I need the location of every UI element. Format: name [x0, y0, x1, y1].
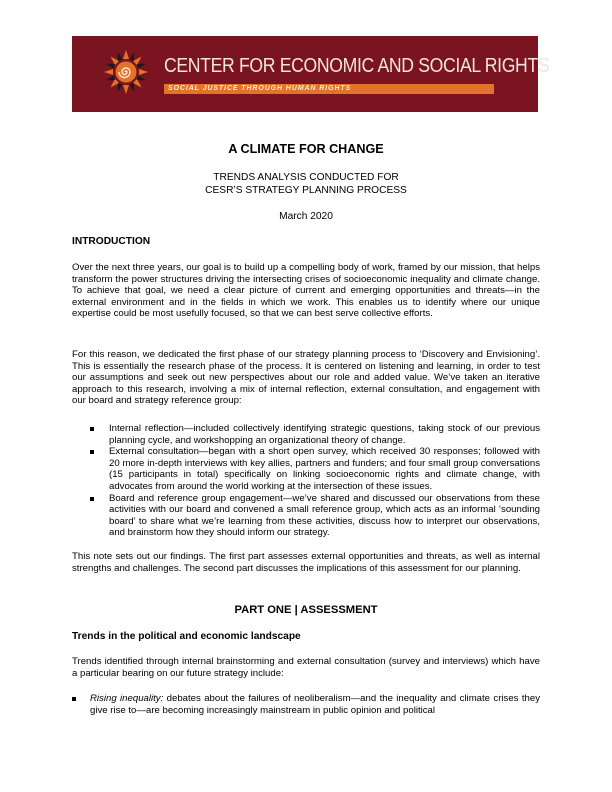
section-heading-part-one: PART ONE | ASSESSMENT: [234, 604, 378, 616]
bullet-lead: Rising inequality:: [90, 693, 164, 704]
subtitle-line-2: CESR’S STRATEGY PLANNING PROCESS: [205, 185, 407, 196]
intro-paragraph-3: This note sets out our findings. The first part assesses external opportunities and threats, as well as internal strengths and challenges. The second part discusses the implications of this assessment for our planning.: [72, 551, 540, 574]
part-one-bullet-list: [72, 693, 540, 716]
subheading-trends: Trends in the political and economic landscape: [72, 631, 301, 642]
document-date: March 2020: [279, 211, 333, 222]
bullet-square-icon: [90, 497, 94, 501]
bullet-square-icon: [90, 427, 94, 431]
section-heading-introduction: INTRODUCTION: [72, 236, 151, 247]
bullet-text: debates about the failures of neoliberalism—and the inequality and climate crises they give rise to—are becoming increasingly mainstream in public opinion and political: [90, 693, 540, 716]
bullet-square-icon: [90, 450, 94, 454]
sun-spiral-icon: [104, 50, 148, 94]
subtitle-line-1: TRENDS ANALYSIS CONDUCTED FOR: [213, 172, 399, 183]
intro-bullet-list: [72, 423, 540, 539]
list-item: Board and reference group engagement—we’ve shared and discussed our observations from these activities with our board and convened a small reference group, which acts as an informal ‘sounding board’ to share what we’re learning from these activities, discuss how to interpret our observations, and brainstorm how they should inform our strategy.: [72, 493, 540, 539]
tagline-bar: [164, 84, 494, 94]
part-one-paragraph-1: Trends identified through internal brainstorming and external consultation (survey and interviews) which have a particular bearing on our future strategy include:: [72, 656, 540, 679]
org-name: CENTER FOR ECONOMIC AND SOCIAL RIGHTS: [164, 54, 550, 77]
page-subtitle: [72, 171, 540, 197]
header-banner: [72, 36, 550, 112]
tagline: SOCIAL JUSTICE THROUGH HUMAN RIGHTS: [168, 85, 352, 92]
intro-paragraph-1: Over the next three years, our goal is to build up a compelling body of work, framed by our mission, that helps transform the power structures driving the intersecting crises of socioeconomic inequality and climate change. To achieve that goal, we need a clear picture of current and emerging opportunities and threats—in the external environment and in the fields in which we work. This enables us to identify where our unique expertise could be most usefully focused, so that we can best serve collective efforts.: [72, 262, 540, 320]
list-item: Internal reflection—included collectively identifying strategic questions, taking stock of our previous planning cycle, and workshopping an organizational theory of change.: [72, 423, 540, 446]
intro-paragraph-2: For this reason, we dedicated the first phase of our strategy planning process to ‘Discovery and Envisioning’. This is essentially the research phase of the process. It is centered on listening and learning, in order to test our assumptions and seek out new perspectives about our role and added value. We’ve taken an iterative approach to this research, involving a mix of internal reflection, external consultation, and engagement with our board and strategy reference group:: [72, 349, 540, 407]
page-title: A CLIMATE FOR CHANGE: [228, 142, 384, 156]
list-item: [72, 693, 540, 716]
list-item: External consultation—began with a short open survey, which received 30 responses; followed with 20 more in-depth interviews with key allies, partners and funders; and four small group conversations (15 participants in total) specifically on linking socioeconomic rights and climate change, with advocates from around the world working at the intersection of these issues.: [72, 446, 540, 492]
bullet-square-icon: [72, 697, 76, 701]
